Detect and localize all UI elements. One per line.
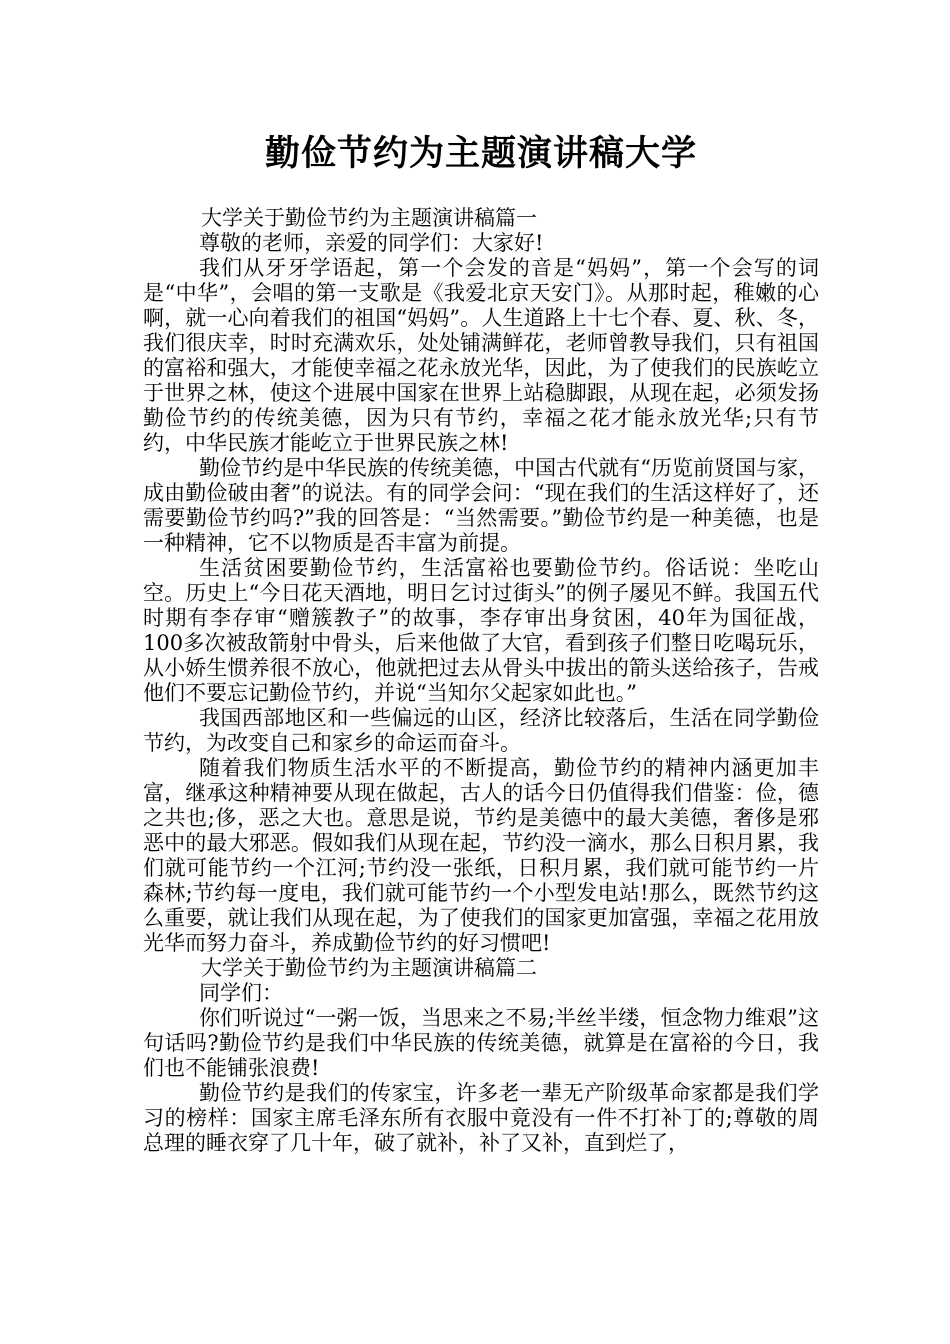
paragraph: 勤俭节约是我们的传家宝，许多老一辈无产阶级革命家都是我们学习的榜样：国家主席毛泽东所有衣服中竟没有一件不打补丁的;尊敬的周总理的睡衣穿了几十年，破了就补，补了又补，直到烂了，: [143, 1081, 819, 1155]
paragraph: 勤俭节约是中华民族的传统美德，中国古代就有“历览前贤国与家，成由勤俭破由奢”的说法。有的同学会问：“现在我们的生活这样好了，还需要勤俭节约吗?”我的回答是：“当然需要。”勤俭节约是一种美德，也是一种精神，它不以物质是否丰富为前提。: [143, 456, 819, 555]
paragraph: 我们从牙牙学语起，第一个会发的音是“妈妈”，第一个会写的词是“中华”，会唱的第一支歌是《我爱北京天安门》。从那时起，稚嫩的心啊，就一心向着我们的祖国“妈妈”。人生道路上十七个春、夏、秋、冬，我们很庆幸，时时充满欢乐，处处铺满鲜花，老师曾教导我们，只有祖国的富裕和强大，才能使幸福之花永放光华，因此，为了使我们的民族屹立于世界之林，使这个进展中国家在世界上站稳脚跟，从现在起，必须发扬勤俭节约的传统美德，因为只有节约，幸福之花才能永放光华;只有节约，中华民族才能屹立于世界民族之林!: [143, 256, 819, 455]
paragraph: 我国西部地区和一些偏远的山区，经济比较落后，生活在同学勤俭节约，为改变自己和家乡的命运而奋斗。: [143, 706, 819, 755]
paragraph: 生活贫困要勤俭节约，生活富裕也要勤俭节约。俗话说：坐吃山空。历史上“今日花天酒地，明日乞讨过街头”的例子屡见不鲜。我国五代时期有李存审“赠簇教子”的故事，李存审出身贫困，40年为国征战，100多次被敌箭射中骨头，后来他做了大官，看到孩子们整日吃喝玩乐，从小娇生惯养很不放心，他就把过去从骨头中拔出的箭头送给孩子，告戒他们不要忘记勤俭节约，并说“当知尔父起家如此也。”: [143, 556, 819, 705]
salutation-2: 同学们：: [199, 981, 283, 1005]
salutation-1: 尊敬的老师，亲爱的同学们：大家好!: [199, 231, 544, 255]
section-heading-1: 大学关于勤俭节约为主题演讲稿篇一: [201, 206, 537, 230]
document-page: [143, 118, 819, 1156]
paragraph: 随着我们物质生活水平的不断提高，勤俭节约的精神内涵更加丰富，继承这种精神要从现在做起，古人的话今日仍值得我们借鉴：俭，德之共也;侈，恶之大也。意思是说，节约是美德中的最大美德，奢侈是邪恶中的最大邪恶。假如我们从现在起，节约没一滴水，那么日积月累，我们就可能节约一个江河;节约没一张纸，日积月累，我们就可能节约一片森林;节约每一度电，我们就可能节约一个小型发电站!那么，既然节约这么重要，就让我们从现在起，为了使我们的国家更加富强，幸福之花用放光华而努力奋斗，养成勤俭节约的好习惯吧!: [143, 756, 819, 955]
document-body: [143, 206, 819, 1156]
document-title: 勤俭节约为主题演讲稿大学: [264, 133, 697, 174]
paragraph: 你们听说过“一粥一饭，当思来之不易;半丝半缕，恒念物力维艰”这句话吗?勤俭节约是我们中华民族的传统美德，就算是在富裕的今日，我们也不能铺张浪费!: [143, 1006, 819, 1080]
section-heading-2: 大学关于勤俭节约为主题演讲稿篇二: [201, 956, 537, 980]
